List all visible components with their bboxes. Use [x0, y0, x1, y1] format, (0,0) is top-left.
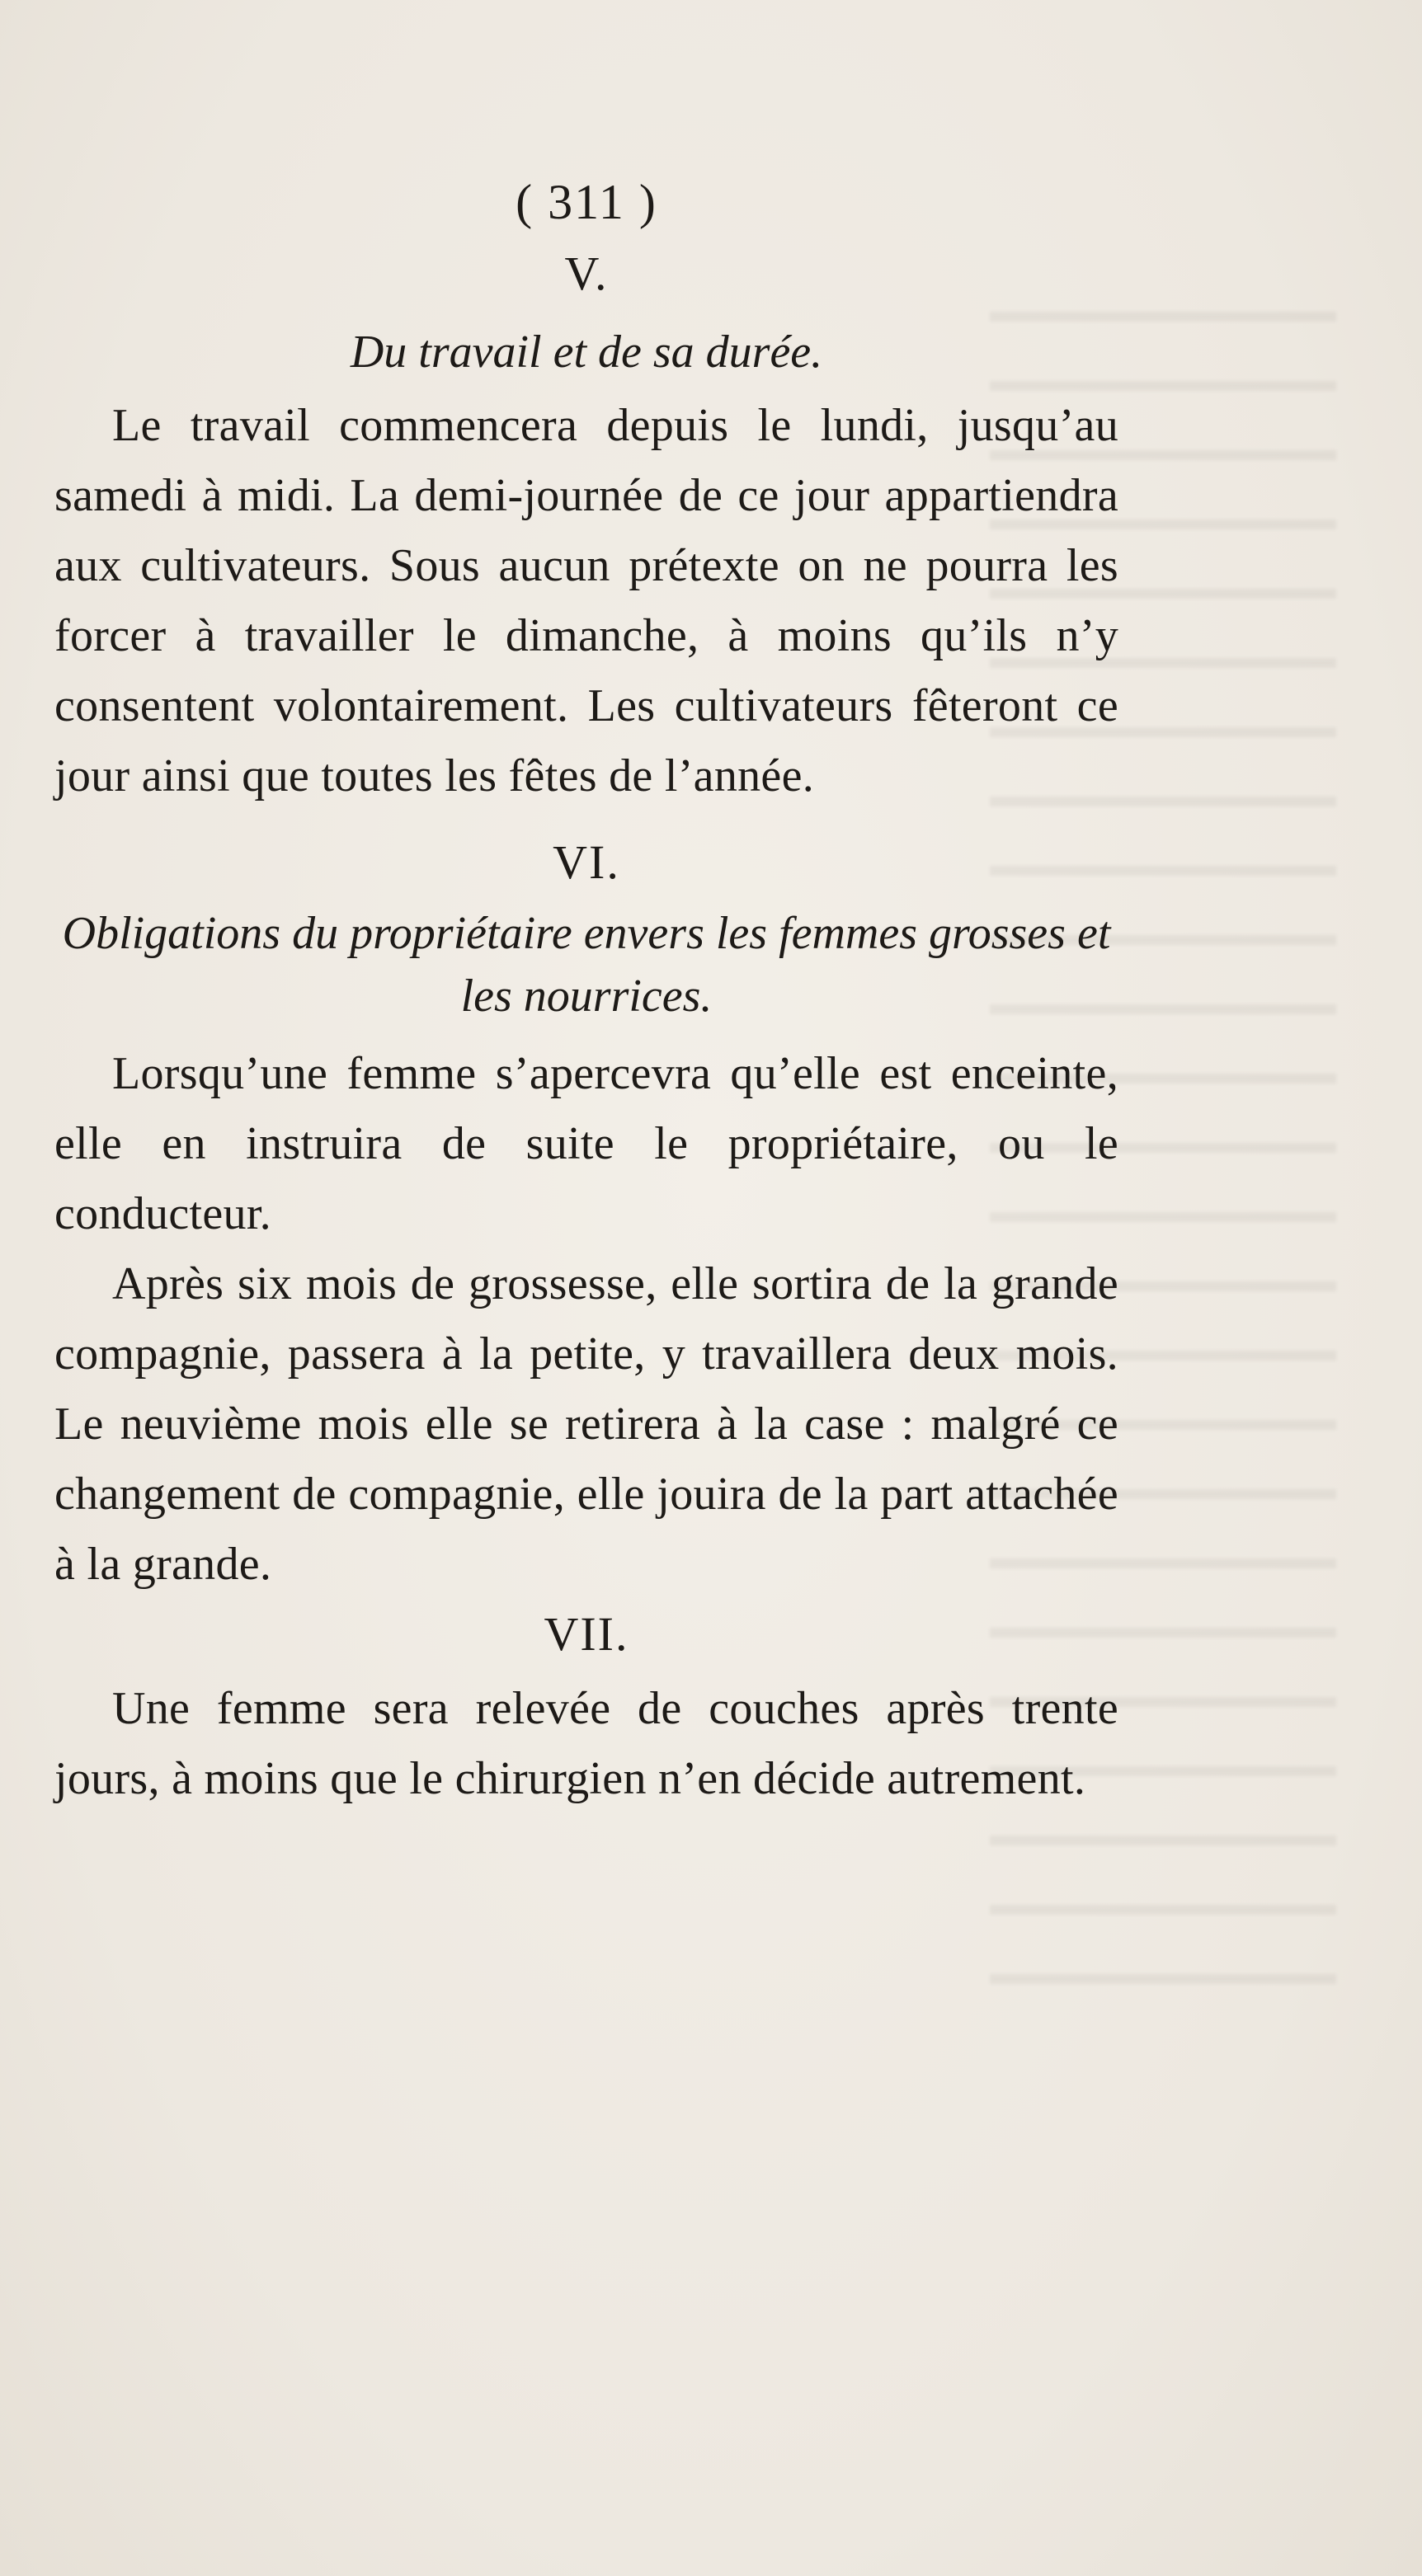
paragraph: Après six mois de grossesse, elle sortira de la grande compagnie, passera à la petite, y travaillera deux mois. Le neuvième mois elle se retirera à la case : malgré ce changement de compagnie, elle jouira de la part attachée à la grande.	[54, 1258, 1118, 1590]
section-title-v: Du travail et de sa durée.	[350, 327, 823, 378]
section-heading-vi: VI.	[553, 835, 620, 889]
section-heading-v: V.	[564, 247, 609, 300]
section-title-vi: Obligations du propriétaire envers les femmes grosses et les nourrices.	[62, 908, 1111, 1022]
page-text	[54, 173, 1118, 1814]
page-number: ( 311 )	[516, 175, 657, 229]
paragraph: Le travail commencera depuis le lundi, jusqu’au samedi à midi. La demi-journée de ce jour appartiendra aux cultivateurs. Sous aucun prétexte on ne pourra les forcer à travailler le dimanche, à moins qu’ils n’y consentent volontairement. Les cultivateurs fêteront ce jour ainsi que toutes les fêtes de l’année.	[54, 400, 1118, 801]
paragraph: Lorsqu’une femme s’apercevra qu’elle est enceinte, elle en instruira de suite le propriétaire, ou le conducteur.	[54, 1048, 1118, 1239]
paragraph: Une femme sera relevée de couches après trente jours, à moins que le chirurgien n’en décide autrement.	[54, 1683, 1118, 1804]
section-heading-vii: VII.	[544, 1607, 629, 1661]
